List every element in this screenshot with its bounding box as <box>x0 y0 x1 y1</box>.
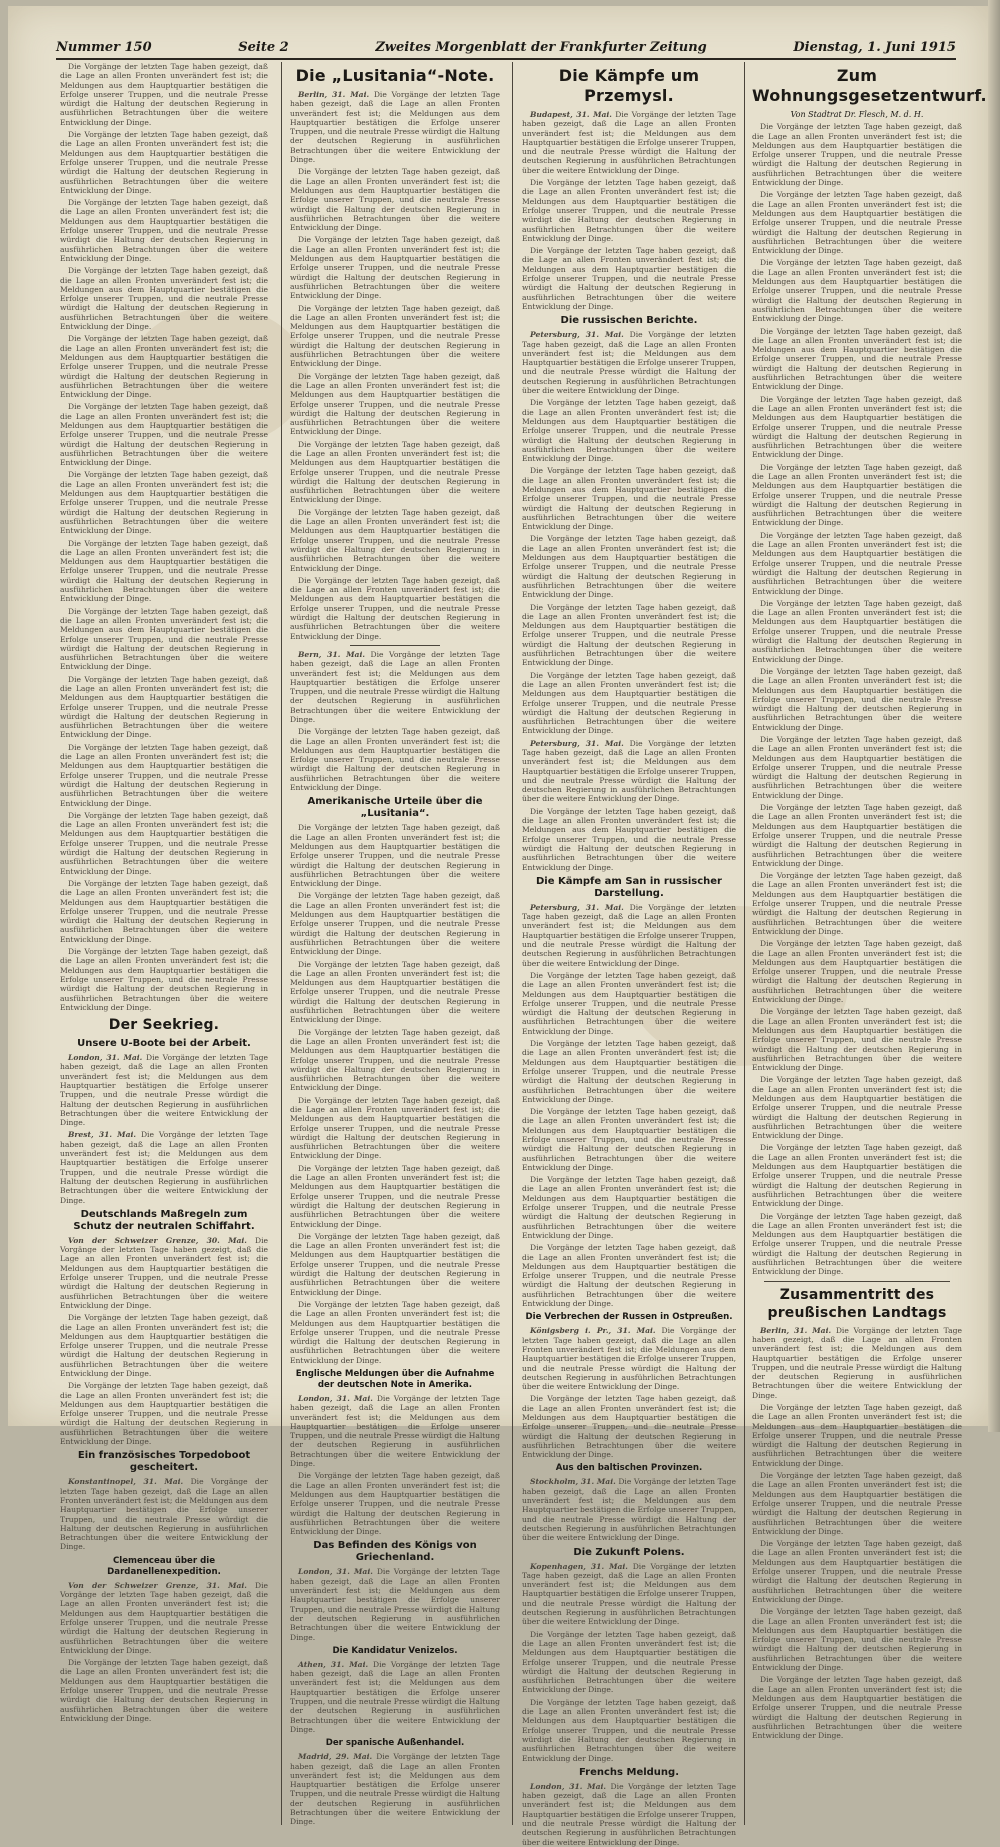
divider <box>350 645 440 646</box>
dateline: Brest, 31. Mai. <box>68 1130 137 1140</box>
dateline: Bern, 31. Mai. <box>298 649 365 659</box>
dateline: Petersburg, 31. Mai. <box>530 738 624 748</box>
article-paragraph: Die Vorgänge der letzten Tage haben gezeigt, daß die Lage an allen Fronten unverändert fest ist; die Meldungen aus dem Hauptquartier bestätigen die Erfolge unserer Truppen, und die neutrale Presse würdigt die Haltung der deutschen Regierung in ausführlichen Betrachtungen über die weitere Entwicklung der Dinge. <box>522 970 736 1036</box>
article-text: Die Vorgänge der letzten Tage haben gezeigt, daß die Lage an allen Fronten unverändert fest ist; die Meldungen aus dem Hauptquartier bestätigen die Erfolge unserer Truppen, und die neutrale Presse würdigt die Haltung der deutschen Regierung in ausführlichen Betrachtungen über die weitere Entwicklung der Dinge. <box>522 902 736 968</box>
article-text: Die Vorgänge der letzten Tage haben gezeigt, daß die Lage an allen Fronten unverändert fest ist; die Meldungen aus dem Hauptquartier bestätigen die Erfolge unserer Truppen, und die neutrale Presse würdigt die Haltung der deutschen Regierung in ausführlichen Betrachtungen über die weitere Entwicklung der Dinge. <box>290 649 500 724</box>
article-paragraph: Die Vorgänge der letzten Tage haben gezeigt, daß die Lage an allen Fronten unverändert fest ist; die Meldungen aus dem Hauptquartier bestätigen die Erfolge unserer Truppen, und die neutrale Presse würdigt die Haltung der deutschen Regierung in ausführlichen Betrachtungen über die weitere Entwicklung der Dinge. <box>290 371 500 437</box>
dateline: London, 31. Mai. <box>298 1567 373 1577</box>
article-text-block <box>752 1403 962 1740</box>
article-text: Die Vorgänge der letzten Tage haben gezeigt, daß die Lage an allen Fronten unverändert fest ist; die Meldungen aus dem Hauptquartier bestätigen die Erfolge unserer Truppen, und die neutrale Presse würdigt die Haltung der deutschen Regierung in ausführlichen Betrachtungen über die weitere Entwicklung der Dinge. <box>522 110 737 175</box>
article-paragraph: Die Vorgänge der letzten Tage haben gezeigt, daß die Lage an allen Fronten unverändert fest ist; die Meldungen aus dem Hauptquartier bestätigen die Erfolge unserer Truppen, und die neutrale Presse würdigt die Haltung der deutschen Regierung in ausführlichen Betrachtungen über die weitere Entwicklung der Dinge. <box>60 198 268 263</box>
column-3 <box>522 62 737 1847</box>
article-text: Die Vorgänge der letzten Tage haben gezeigt, daß die Lage an allen Fronten unverändert fest ist; die Meldungen aus dem Hauptquartier bestätigen die Erfolge unserer Truppen, und die neutrale Presse würdigt die Haltung der deutschen Regierung in ausführlichen Betrachtungen über die weitere Entwicklung der Dinge. <box>60 1235 268 1310</box>
article-paragraph: Die Vorgänge der letzten Tage haben gezeigt, daß die Lage an allen Fronten unverändert fest ist; die Meldungen aus dem Hauptquartier bestätigen die Erfolge unserer Truppen, und die neutrale Presse würdigt die Haltung der deutschen Regierung in ausführlichen Betrachtungen über die weitere Entwicklung der Dinge. <box>60 1658 268 1723</box>
column-1 <box>60 62 268 1825</box>
subhead-englische-meldungen: Englische Meldungen über die Aufnahme der deutschen Note in Amerika. <box>295 1369 495 1390</box>
article-paragraph: Die Vorgänge der letzten Tage haben gezeigt, daß die Lage an allen Fronten unverändert fest ist; die Meldungen aus dem Hauptquartier bestätigen die Erfolge unserer Truppen, und die neutrale Presse würdigt die Haltung der deutschen Regierung in ausführlichen Betrachtungen über die weitere Entwicklung der Dinge. <box>60 538 268 604</box>
headline-seekrieg: Der Seekrieg. <box>108 1017 220 1034</box>
article-paragraph: Die Vorgänge der letzten Tage haben gezeigt, daß die Lage an allen Fronten unverändert fest ist; die Meldungen aus dem Hauptquartier bestätigen die Erfolge unserer Truppen, und die neutrale Presse würdigt die Haltung der deutschen Regierung in ausführlichen Betrachtungen über die weitere Entwicklung der Dinge. <box>522 1175 736 1240</box>
article-paragraph <box>290 1752 500 1826</box>
article-paragraph: Die Vorgänge der letzten Tage haben gezeigt, daß die Lage an allen Fronten unverändert fest ist; die Meldungen aus dem Hauptquartier bestätigen die Erfolge unserer Truppen, und die neutrale Presse würdigt die Haltung der deutschen Regierung in ausführlichen Betrachtungen über die weitere Entwicklung der Dinge. <box>522 178 736 243</box>
dateline: Petersburg, 31. Mai. <box>530 902 624 912</box>
article-paragraph: Die Vorgänge der letzten Tage haben gezeigt, daß die Lage an allen Fronten unverändert fest ist; die Meldungen aus dem Hauptquartier bestätigen die Erfolge unserer Truppen, und die neutrale Presse würdigt die Haltung der deutschen Regierung in ausführlichen Betrachtungen über die weitere Entwicklung der Dinge. <box>522 534 736 600</box>
dateline: London, 31. Mai. <box>298 1394 373 1403</box>
article-text-block <box>60 62 268 1012</box>
article-paragraph: Die Vorgänge der letzten Tage haben gezeigt, daß die Lage an allen Fronten unverändert fest ist; die Meldungen aus dem Hauptquartier bestätigen die Erfolge unserer Truppen, und die neutrale Presse würdigt die Haltung der deutschen Regierung in ausführlichen Betrachtungen über die weitere Entwicklung der Dinge. <box>290 727 500 793</box>
article-paragraph: Die Vorgänge der letzten Tage haben gezeigt, daß die Lage an allen Fronten unverändert fest ist; die Meldungen aus dem Hauptquartier bestätigen die Erfolge unserer Truppen, und die neutrale Presse würdigt die Haltung der deutschen Regierung in ausführlichen Betrachtungen über die weitere Entwicklung der Dinge. <box>290 1095 500 1161</box>
article-text: Die Vorgänge der letzten Tage haben gezeigt, daß die Lage an allen Fronten unverändert fest ist; die Meldungen aus dem Hauptquartier bestätigen die Erfolge unserer Truppen, und die neutrale Presse würdigt die Haltung der deutschen Regierung in ausführlichen Betrachtungen über die weitere Entwicklung der Dinge. <box>290 1394 501 1469</box>
article-text-block <box>290 167 500 641</box>
article-paragraph <box>290 1394 500 1468</box>
column-rule <box>281 62 282 1825</box>
subhead-uboote: Unsere U-Boote bei der Arbeit. <box>77 1038 251 1050</box>
page-edge-shadow <box>988 0 1000 1432</box>
article-paragraph: Die Vorgänge der letzten Tage haben gezeigt, daß die Lage an allen Fronten unverändert fest ist; die Meldungen aus dem Hauptquartier bestätigen die Erfolge unserer Truppen, und die neutrale Presse würdigt die Haltung der deutschen Regierung in ausführlichen Betrachtungen über die weitere Entwicklung der Dinge. <box>752 1539 962 1604</box>
article-paragraph: Die Vorgänge der letzten Tage haben gezeigt, daß die Lage an allen Fronten unverändert fest ist; die Meldungen aus dem Hauptquartier bestätigen die Erfolge unserer Truppen, und die neutrale Presse würdigt die Haltung der deutschen Regierung in ausführlichen Betrachtungen über die weitere Entwicklung der Dinge. <box>60 810 268 876</box>
article-text: Die Vorgänge der letzten Tage haben gezeigt, daß die Lage an allen Fronten unverändert fest ist; die Meldungen aus dem Hauptquartier bestätigen die Erfolge unserer Truppen, und die neutrale Presse würdigt die Haltung der deutschen Regierung in ausführlichen Betrachtungen über die weitere Entwicklung der Dinge. <box>290 90 500 165</box>
dateline: Von der Schweizer Grenze, 31. Mai. <box>68 1580 247 1590</box>
article-paragraph <box>522 1782 736 1847</box>
article-paragraph: Die Vorgänge der letzten Tage haben gezeigt, daß die Lage an allen Fronten unverändert fest ist; die Meldungen aus dem Hauptquartier bestätigen die Erfolge unserer Truppen, und die neutrale Presse würdigt die Haltung der deutschen Regierung in ausführlichen Betrachtungen über die weitere Entwicklung der Dinge. <box>60 606 268 672</box>
edition-title: Zweites Morgenblatt der Frankfurter Zeitung <box>375 39 707 55</box>
byline: Von Stadtrat Dr. Flesch, M. d. H. <box>790 110 924 119</box>
article-paragraph: Die Vorgänge der letzten Tage haben gezeigt, daß die Lage an allen Fronten unverändert fest ist; die Meldungen aus dem Hauptquartier bestätigen die Erfolge unserer Truppen, und die neutrale Presse würdigt die Haltung der deutschen Regierung in ausführlichen Betrachtungen über die weitere Entwicklung der Dinge. <box>752 1471 962 1536</box>
headline-preussischer-landtag: Zusammentritt des preußischen Landtags <box>767 1286 947 1321</box>
column-4 <box>752 62 987 1825</box>
article-text: Die Vorgänge der letzten Tage haben gezeigt, daß die Lage an allen Fronten unverändert fest ist; die Meldungen aus dem Hauptquartier bestätigen die Erfolge unserer Truppen, und die neutrale Presse würdigt die Haltung der deutschen Regierung in ausführlichen Betrachtungen über die weitere Entwicklung der Dinge. <box>522 738 736 804</box>
article-paragraph: Die Vorgänge der letzten Tage haben gezeigt, daß die Lage an allen Fronten unverändert fest ist; die Meldungen aus dem Hauptquartier bestätigen die Erfolge unserer Truppen, und die neutrale Presse würdigt die Haltung der deutschen Regierung in ausführlichen Betrachtungen über die weitere Entwicklung der Dinge. <box>290 1299 500 1365</box>
subhead-spanischer-aussenhandel: Der spanische Außenhandel. <box>325 1738 465 1749</box>
article-paragraph <box>60 1053 268 1127</box>
article-paragraph: Die Vorgänge der letzten Tage haben gezeigt, daß die Lage an allen Fronten unverändert fest ist; die Meldungen aus dem Hauptquartier bestätigen die Erfolge unserer Truppen, und die neutrale Presse würdigt die Haltung der deutschen Regierung in ausführlichen Betrachtungen über die weitere Entwicklung der Dinge. <box>752 1143 962 1209</box>
article-paragraph: Die Vorgänge der letzten Tage haben gezeigt, daß die Lage an allen Fronten unverändert fest ist; die Meldungen aus dem Hauptquartier bestätigen die Erfolge unserer Truppen, und die neutrale Presse würdigt die Haltung der deutschen Regierung in ausführlichen Betrachtungen über die weitere Entwicklung der Dinge. <box>522 1243 736 1309</box>
article-paragraph: Die Vorgänge der letzten Tage haben gezeigt, daß die Lage an allen Fronten unverändert fest ist; die Meldungen aus dem Hauptquartier bestätigen die Erfolge unserer Truppen, und die neutrale Presse würdigt die Haltung der deutschen Regierung in ausführlichen Betrachtungen über die weitere Entwicklung der Dinge. <box>522 246 736 311</box>
article-paragraph: Die Vorgänge der letzten Tage haben gezeigt, daß die Lage an allen Fronten unverändert fest ist; die Meldungen aus dem Hauptquartier bestätigen die Erfolge unserer Truppen, und die neutrale Presse würdigt die Haltung der deutschen Regierung in ausführlichen Betrachtungen über die weitere Entwicklung der Dinge. <box>752 871 962 936</box>
article-paragraph <box>60 1130 268 1204</box>
article-paragraph <box>60 1581 268 1655</box>
article-paragraph: Die Vorgänge der letzten Tage haben gezeigt, daß die Lage an allen Fronten unverändert fest ist; die Meldungen aus dem Hauptquartier bestätigen die Erfolge unserer Truppen, und die neutrale Presse würdigt die Haltung der deutschen Regierung in ausführlichen Betrachtungen über die weitere Entwicklung der Dinge. <box>752 122 962 188</box>
article-paragraph: Die Vorgänge der letzten Tage haben gezeigt, daß die Lage an allen Fronten unverändert fest ist; die Meldungen aus dem Hauptquartier bestätigen die Erfolge unserer Truppen, und die neutrale Presse würdigt die Haltung der deutschen Regierung in ausführlichen Betrachtungen über die weitere Entwicklung der Dinge. <box>290 575 500 641</box>
dateline: Königsberg i. Pr., 31. Mai. <box>530 1326 656 1336</box>
page-number: Seite 2 <box>238 39 289 55</box>
article-paragraph: Die Vorgänge der letzten Tage haben gezeigt, daß die Lage an allen Fronten unverändert fest ist; die Meldungen aus dem Hauptquartier bestätigen die Erfolge unserer Truppen, und die neutrale Presse würdigt die Haltung der deutschen Regierung in ausführlichen Betrachtungen über die weitere Entwicklung der Dinge. <box>752 939 962 1005</box>
subhead-verbrechen-russen: Die Verbrechen der Russen in Ostpreußen. <box>525 1312 733 1323</box>
dateline: Berlin, 31. Mai. <box>298 90 370 99</box>
subhead-zukunft-polens: Die Zukunft Polens. <box>573 1546 685 1558</box>
article-text-block <box>60 1313 268 1446</box>
subhead-russische-berichte: Die russischen Berichte. <box>560 315 698 327</box>
article-paragraph: Die Vorgänge der letzten Tage haben gezeigt, daß die Lage an allen Fronten unverändert fest ist; die Meldungen aus dem Hauptquartier bestätigen die Erfolge unserer Truppen, und die neutrale Presse würdigt die Haltung der deutschen Regierung in ausführlichen Betrachtungen über die weitere Entwicklung der Dinge. <box>752 258 962 324</box>
article-paragraph: Die Vorgänge der letzten Tage haben gezeigt, daß die Lage an allen Fronten unverändert fest ist; die Meldungen aus dem Hauptquartier bestätigen die Erfolge unserer Truppen, und die neutrale Presse würdigt die Haltung der deutschen Regierung in ausführlichen Betrachtungen über die weitere Entwicklung der Dinge. <box>60 334 268 400</box>
dateline: Konstantinopel, 31. Mai. <box>68 1477 184 1487</box>
subhead-schutz: Deutschlands Maßregeln zum Schutz der neutralen Schiffahrt. <box>73 1208 255 1232</box>
article-paragraph: Die Vorgänge der letzten Tage haben gezeigt, daß die Lage an allen Fronten unverändert fest ist; die Meldungen aus dem Hauptquartier bestätigen die Erfolge unserer Truppen, und die neutrale Presse würdigt die Haltung der deutschen Regierung in ausführlichen Betrachtungen über die weitere Entwicklung der Dinge. <box>290 167 500 233</box>
dateline: Stockholm, 31. Mai. <box>530 1477 616 1487</box>
article-paragraph: Die Vorgänge der letzten Tage haben gezeigt, daß die Lage an allen Fronten unverändert fest ist; die Meldungen aus dem Hauptquartier bestätigen die Erfolge unserer Truppen, und die neutrale Presse würdigt die Haltung der deutschen Regierung in ausführlichen Betrachtungen über die weitere Entwicklung der Dinge. <box>752 803 962 868</box>
article-text: Die Vorgänge der letzten Tage haben gezeigt, daß die Lage an allen Fronten unverändert fest ist; die Meldungen aus dem Hauptquartier bestätigen die Erfolge unserer Truppen, und die neutrale Presse würdigt die Haltung der deutschen Regierung in ausführlichen Betrachtungen über die weitere Entwicklung der Dinge. <box>752 1325 962 1400</box>
article-text: Die Vorgänge der letzten Tage haben gezeigt, daß die Lage an allen Fronten unverändert fest ist; die Meldungen aus dem Hauptquartier bestätigen die Erfolge unserer Truppen, und die neutrale Presse würdigt die Haltung der deutschen Regierung in ausführlichen Betrachtungen über die weitere Entwicklung der Dinge. <box>60 1130 268 1205</box>
subhead-torpedoboot: Ein französisches Torpedoboot gescheitert. <box>77 1450 251 1474</box>
article-paragraph: Die Vorgänge der letzten Tage haben gezeigt, daß die Lage an allen Fronten unverändert fest ist; die Meldungen aus dem Hauptquartier bestätigen die Erfolge unserer Truppen, und die neutrale Presse würdigt die Haltung der deutschen Regierung in ausführlichen Betrachtungen über die weitere Entwicklung der Dinge. <box>752 462 962 528</box>
subhead-frenchs-meldung: Frenchs Meldung. <box>578 1766 680 1778</box>
article-text: Die Vorgänge der letzten Tage haben gezeigt, daß die Lage an allen Fronten unverändert fest ist; die Meldungen aus dem Hauptquartier bestätigen die Erfolge unserer Truppen, und die neutrale Presse würdigt die Haltung der deutschen Regierung in ausführlichen Betrachtungen über die weitere Entwicklung der Dinge. <box>522 1326 736 1392</box>
article-paragraph <box>522 903 736 968</box>
article-paragraph <box>522 1326 736 1391</box>
page-header <box>56 36 956 60</box>
article-text-block <box>752 122 962 1276</box>
article-text: Die Vorgänge der letzten Tage haben gezeigt, daß die Lage an allen Fronten unverändert fest ist; die Meldungen aus dem Hauptquartier bestätigen die Erfolge unserer Truppen, und die neutrale Presse würdigt die Haltung der deutschen Regierung in ausführlichen Betrachtungen über die weitere Entwicklung der Dinge. <box>522 1781 736 1847</box>
column-2 <box>290 62 500 1825</box>
article-paragraph: Die Vorgänge der letzten Tage haben gezeigt, daß die Lage an allen Fronten unverändert fest ist; die Meldungen aus dem Hauptquartier bestätigen die Erfolge unserer Truppen, und die neutrale Presse würdigt die Haltung der deutschen Regierung in ausführlichen Betrachtungen über die weitere Entwicklung der Dinge. <box>290 891 500 957</box>
article-paragraph: Die Vorgänge der letzten Tage haben gezeigt, daß die Lage an allen Fronten unverändert fest ist; die Meldungen aus dem Hauptquartier bestätigen die Erfolge unserer Truppen, und die neutrale Presse würdigt die Haltung der deutschen Regierung in ausführlichen Betrachtungen über die weitere Entwicklung der Dinge. <box>60 878 268 944</box>
subhead-kandidatur-venizelos: Die Kandidatur Venizelos. <box>332 1645 458 1656</box>
article-paragraph <box>290 650 500 724</box>
article-paragraph: Die Vorgänge der letzten Tage haben gezeigt, daß die Lage an allen Fronten unverändert fest ist; die Meldungen aus dem Hauptquartier bestätigen die Erfolge unserer Truppen, und die neutrale Presse würdigt die Haltung der deutschen Regierung in ausführlichen Betrachtungen über die weitere Entwicklung der Dinge. <box>752 1211 962 1277</box>
article-text: Die Vorgänge der letzten Tage haben gezeigt, daß die Lage an allen Fronten unverändert fest ist; die Meldungen aus dem Hauptquartier bestätigen die Erfolge unserer Truppen, und die neutrale Presse würdigt die Haltung der deutschen Regierung in ausführlichen Betrachtungen über die weitere Entwicklung der Dinge. <box>522 330 736 396</box>
article-paragraph: Die Vorgänge der letzten Tage haben gezeigt, daß die Lage an allen Fronten unverändert fest ist; die Meldungen aus dem Hauptquartier bestätigen die Erfolge unserer Truppen, und die neutrale Presse würdigt die Haltung der deutschen Regierung in ausführlichen Betrachtungen über die weitere Entwicklung der Dinge. <box>752 1007 962 1073</box>
dateline: Berlin, 31. Mai. <box>760 1325 832 1335</box>
article-text-block <box>522 807 736 872</box>
dateline: London, 31. Mai. <box>530 1781 607 1791</box>
article-paragraph <box>522 1562 736 1627</box>
article-paragraph: Die Vorgänge der letzten Tage haben gezeigt, daß die Lage an allen Fronten unverändert fest ist; die Meldungen aus dem Hauptquartier bestätigen die Erfolge unserer Truppen, und die neutrale Presse würdigt die Haltung der deutschen Regierung in ausführlichen Betrachtungen über die weitere Entwicklung der Dinge. <box>752 735 962 800</box>
article-paragraph <box>522 1477 736 1542</box>
article-text: Die Vorgänge der letzten Tage haben gezeigt, daß die Lage an allen Fronten unverändert fest ist; die Meldungen aus dem Hauptquartier bestätigen die Erfolge unserer Truppen, und die neutrale Presse würdigt die Haltung der deutschen Regierung in ausführlichen Betrachtungen über die weitere Entwicklung der Dinge. <box>60 1053 268 1128</box>
article-paragraph: Die Vorgänge der letzten Tage haben gezeigt, daß die Lage an allen Fronten unverändert fest ist; die Meldungen aus dem Hauptquartier bestätigen die Erfolge unserer Truppen, und die neutrale Presse würdigt die Haltung der deutschen Regierung in ausführlichen Betrachtungen über die weitere Entwicklung der Dinge. <box>290 1471 500 1537</box>
article-paragraph: Die Vorgänge der letzten Tage haben gezeigt, daß die Lage an allen Fronten unverändert fest ist; die Meldungen aus dem Hauptquartier bestätigen die Erfolge unserer Truppen, und die neutrale Presse würdigt die Haltung der deutschen Regierung in ausführlichen Betrachtungen über die weitere Entwicklung der Dinge. <box>752 326 962 392</box>
article-paragraph: Die Vorgänge der letzten Tage haben gezeigt, daß die Lage an allen Fronten unverändert fest ist; die Meldungen aus dem Hauptquartier bestätigen die Erfolge unserer Truppen, und die neutrale Presse würdigt die Haltung der deutschen Regierung in ausführlichen Betrachtungen über die weitere Entwicklung der Dinge. <box>752 190 962 256</box>
article-text-block <box>60 1658 268 1723</box>
article-paragraph <box>60 1236 268 1310</box>
article-paragraph: Die Vorgänge der letzten Tage haben gezeigt, daß die Lage an allen Fronten unverändert fest ist; die Meldungen aus dem Hauptquartier bestätigen die Erfolge unserer Truppen, und die neutrale Presse würdigt die Haltung der deutschen Regierung in ausführlichen Betrachtungen über die weitere Entwicklung der Dinge. <box>290 1231 500 1297</box>
subhead-baltische-provinzen: Aus den baltischen Provinzen. <box>555 1463 703 1474</box>
dateline: Madrid, 29. Mai. <box>298 1752 373 1762</box>
article-paragraph: Die Vorgänge der letzten Tage haben gezeigt, daß die Lage an allen Fronten unverändert fest ist; die Meldungen aus dem Hauptquartier bestätigen die Erfolge unserer Truppen, und die neutrale Presse würdigt die Haltung der deutschen Regierung in ausführlichen Betrachtungen über die weitere Entwicklung der Dinge. <box>290 507 500 573</box>
article-text: Die Vorgänge der letzten Tage haben gezeigt, daß die Lage an allen Fronten unverändert fest ist; die Meldungen aus dem Hauptquartier bestätigen die Erfolge unserer Truppen, und die neutrale Presse würdigt die Haltung der deutschen Regierung in ausführlichen Betrachtungen über die weitere Entwicklung der Dinge. <box>60 1580 268 1655</box>
subhead-amerikanische-urteile: Amerikanische Urteile über die „Lusitania“. <box>307 796 483 820</box>
article-text-block <box>522 1394 736 1459</box>
article-paragraph: Die Vorgänge der letzten Tage haben gezeigt, daß die Lage an allen Fronten unverändert fest ist; die Meldungen aus dem Hauptquartier bestätigen die Erfolge unserer Truppen, und die neutrale Presse würdigt die Haltung der deutschen Regierung in ausführlichen Betrachtungen über die weitere Entwicklung der Dinge. <box>522 1697 736 1763</box>
article-text: Die Vorgänge der letzten Tage haben gezeigt, daß die Lage an allen Fronten unverändert fest ist; die Meldungen aus dem Hauptquartier bestätigen die Erfolge unserer Truppen, und die neutrale Presse würdigt die Haltung der deutschen Regierung in ausführlichen Betrachtungen über die weitere Entwicklung der Dinge. <box>522 1561 737 1627</box>
article-paragraph: Die Vorgänge der letzten Tage haben gezeigt, daß die Lage an allen Fronten unverändert fest ist; die Meldungen aus dem Hauptquartier bestätigen die Erfolge unserer Truppen, und die neutrale Presse würdigt die Haltung der deutschen Regierung in ausführlichen Betrachtungen über die weitere Entwicklung der Dinge. <box>752 1675 962 1741</box>
column-rule <box>512 62 513 1825</box>
article-paragraph: Die Vorgänge der letzten Tage haben gezeigt, daß die Lage an allen Fronten unverändert fest ist; die Meldungen aus dem Hauptquartier bestätigen die Erfolge unserer Truppen, und die neutrale Presse würdigt die Haltung der deutschen Regierung in ausführlichen Betrachtungen über die weitere Entwicklung der Dinge. <box>752 394 962 460</box>
article-paragraph <box>290 1567 500 1641</box>
article-text-block <box>522 178 736 311</box>
article-paragraph <box>522 739 736 804</box>
subhead-kaempfe-san: Die Kämpfe am San in russischer Darstellung. <box>535 875 722 899</box>
article-paragraph: Die Vorgänge der letzten Tage haben gezeigt, daß die Lage an allen Fronten unverändert fest ist; die Meldungen aus dem Hauptquartier bestätigen die Erfolge unserer Truppen, und die neutrale Presse würdigt die Haltung der deutschen Regierung in ausführlichen Betrachtungen über die weitere Entwicklung der Dinge. <box>522 1107 736 1172</box>
article-paragraph: Die Vorgänge der letzten Tage haben gezeigt, daß die Lage an allen Fronten unverändert fest ist; die Meldungen aus dem Hauptquartier bestätigen die Erfolge unserer Truppen, und die neutrale Presse würdigt die Haltung der deutschen Regierung in ausführlichen Betrachtungen über die weitere Entwicklung der Dinge. <box>60 1381 268 1447</box>
article-paragraph: Die Vorgänge der letzten Tage haben gezeigt, daß die Lage an allen Fronten unverändert fest ist; die Meldungen aus dem Hauptquartier bestätigen die Erfolge unserer Truppen, und die neutrale Presse würdigt die Haltung der deutschen Regierung in ausführlichen Betrachtungen über die weitere Entwicklung der Dinge. <box>752 530 962 596</box>
dateline: Budapest, 31. Mai. <box>530 110 612 119</box>
article-paragraph: Die Vorgänge der letzten Tage haben gezeigt, daß die Lage an allen Fronten unverändert fest ist; die Meldungen aus dem Hauptquartier bestätigen die Erfolge unserer Truppen, und die neutrale Presse würdigt die Haltung der deutschen Regierung in ausführlichen Betrachtungen über die weitere Entwicklung der Dinge. <box>60 674 268 740</box>
article-paragraph: Die Vorgänge der letzten Tage haben gezeigt, daß die Lage an allen Fronten unverändert fest ist; die Meldungen aus dem Hauptquartier bestätigen die Erfolge unserer Truppen, und die neutrale Presse würdigt die Haltung der deutschen Regierung in ausführlichen Betrachtungen über die weitere Entwicklung der Dinge. <box>60 947 268 1012</box>
issue-date: Dienstag, 1. Juni 1915 <box>793 39 956 55</box>
article-text: Die Vorgänge der letzten Tage haben gezeigt, daß die Lage an allen Fronten unverändert fest ist; die Meldungen aus dem Hauptquartier bestätigen die Erfolge unserer Truppen, und die neutrale Presse würdigt die Haltung der deutschen Regierung in ausführlichen Betrachtungen über die weitere Entwicklung der Dinge. <box>290 1659 500 1734</box>
article-text-block <box>522 1630 736 1763</box>
article-text-block <box>522 398 736 735</box>
article-paragraph: Die Vorgänge der letzten Tage haben gezeigt, daß die Lage an allen Fronten unverändert fest ist; die Meldungen aus dem Hauptquartier bestätigen die Erfolge unserer Truppen, und die neutrale Presse würdigt die Haltung der deutschen Regierung in ausführlichen Betrachtungen über die weitere Entwicklung der Dinge. <box>290 823 500 889</box>
article-text: Die Vorgänge der letzten Tage haben gezeigt, daß die Lage an allen Fronten unverändert fest ist; die Meldungen aus dem Hauptquartier bestätigen die Erfolge unserer Truppen, und die neutrale Presse würdigt die Haltung der deutschen Regierung in ausführlichen Betrachtungen über die weitere Entwicklung der Dinge. <box>60 1477 268 1552</box>
article-paragraph: Die Vorgänge der letzten Tage haben gezeigt, daß die Lage an allen Fronten unverändert fest ist; die Meldungen aus dem Hauptquartier bestätigen die Erfolge unserer Truppen, und die neutrale Presse würdigt die Haltung der deutschen Regierung in ausführlichen Betrachtungen über die weitere Entwicklung der Dinge. <box>290 959 500 1025</box>
article-paragraph <box>60 1477 268 1551</box>
article-paragraph: Die Vorgänge der letzten Tage haben gezeigt, daß die Lage an allen Fronten unverändert fest ist; die Meldungen aus dem Hauptquartier bestätigen die Erfolge unserer Truppen, und die neutrale Presse würdigt die Haltung der deutschen Regierung in ausführlichen Betrachtungen über die weitere Entwicklung der Dinge. <box>290 1163 500 1229</box>
article-paragraph <box>522 330 736 395</box>
article-paragraph: Die Vorgänge der letzten Tage haben gezeigt, daß die Lage an allen Fronten unverändert fest ist; die Meldungen aus dem Hauptquartier bestätigen die Erfolge unserer Truppen, und die neutrale Presse würdigt die Haltung der deutschen Regierung in ausführlichen Betrachtungen über die weitere Entwicklung der Dinge. <box>60 1313 268 1378</box>
article-paragraph: Die Vorgänge der letzten Tage haben gezeigt, daß die Lage an allen Fronten unverändert fest ist; die Meldungen aus dem Hauptquartier bestätigen die Erfolge unserer Truppen, und die neutrale Presse würdigt die Haltung der deutschen Regierung in ausführlichen Betrachtungen über die weitere Entwicklung der Dinge. <box>60 742 268 808</box>
dateline: Kopenhagen, 31. Mai. <box>530 1561 628 1571</box>
article-paragraph: Die Vorgänge der letzten Tage haben gezeigt, daß die Lage an allen Fronten unverändert fest ist; die Meldungen aus dem Hauptquartier bestätigen die Erfolge unserer Truppen, und die neutrale Presse würdigt die Haltung der deutschen Regierung in ausführlichen Betrachtungen über die weitere Entwicklung der Dinge. <box>290 439 500 505</box>
article-paragraph: Die Vorgänge der letzten Tage haben gezeigt, daß die Lage an allen Fronten unverändert fest ist; die Meldungen aus dem Hauptquartier bestätigen die Erfolge unserer Truppen, und die neutrale Presse würdigt die Haltung der deutschen Regierung in ausführlichen Betrachtungen über die weitere Entwicklung der Dinge. <box>522 806 736 872</box>
column-rule <box>744 62 745 1825</box>
article-text: Die Vorgänge der letzten Tage haben gezeigt, daß die Lage an allen Fronten unverändert fest ist; die Meldungen aus dem Hauptquartier bestätigen die Erfolge unserer Truppen, und die neutrale Presse würdigt die Haltung der deutschen Regierung in ausführlichen Betrachtungen über die weitere Entwicklung der Dinge. <box>522 1477 737 1543</box>
dateline: Petersburg, 31. Mai. <box>530 330 624 340</box>
article-text-block <box>290 823 500 1365</box>
article-paragraph <box>522 110 736 175</box>
article-paragraph: Die Vorgänge der letzten Tage haben gezeigt, daß die Lage an allen Fronten unverändert fest ist; die Meldungen aus dem Hauptquartier bestätigen die Erfolge unserer Truppen, und die neutrale Presse würdigt die Haltung der deutschen Regierung in ausführlichen Betrachtungen über die weitere Entwicklung der Dinge. <box>290 303 500 369</box>
article-paragraph: Die Vorgänge der letzten Tage haben gezeigt, daß die Lage an allen Fronten unverändert fest ist; die Meldungen aus dem Hauptquartier bestätigen die Erfolge unserer Truppen, und die neutrale Presse würdigt die Haltung der deutschen Regierung in ausführlichen Betrachtungen über die weitere Entwicklung der Dinge. <box>752 1607 962 1673</box>
article-paragraph: Die Vorgänge der letzten Tage haben gezeigt, daß die Lage an allen Fronten unverändert fest ist; die Meldungen aus dem Hauptquartier bestätigen die Erfolge unserer Truppen, und die neutrale Presse würdigt die Haltung der deutschen Regierung in ausführlichen Betrachtungen über die weitere Entwicklung der Dinge. <box>522 1394 736 1460</box>
headline-wohnungsgesetz: Zum Wohnungsgesetzentwurf. <box>752 66 987 105</box>
dateline: Von der Schweizer Grenze, 30. Mai. <box>68 1235 247 1245</box>
article-paragraph: Die Vorgänge der letzten Tage haben gezeigt, daß die Lage an allen Fronten unverändert fest ist; die Meldungen aus dem Hauptquartier bestätigen die Erfolge unserer Truppen, und die neutrale Presse würdigt die Haltung der deutschen Regierung in ausführlichen Betrachtungen über die weitere Entwicklung der Dinge. <box>60 470 268 536</box>
divider <box>764 1281 950 1282</box>
article-paragraph: Die Vorgänge der letzten Tage haben gezeigt, daß die Lage an allen Fronten unverändert fest ist; die Meldungen aus dem Hauptquartier bestätigen die Erfolge unserer Truppen, und die neutrale Presse würdigt die Haltung der deutschen Regierung in ausführlichen Betrachtungen über die weitere Entwicklung der Dinge. <box>752 1075 962 1141</box>
article-paragraph: Die Vorgänge der letzten Tage haben gezeigt, daß die Lage an allen Fronten unverändert fest ist; die Meldungen aus dem Hauptquartier bestätigen die Erfolge unserer Truppen, und die neutrale Presse würdigt die Haltung der deutschen Regierung in ausführlichen Betrachtungen über die weitere Entwicklung der Dinge. <box>60 402 268 468</box>
article-paragraph: Die Vorgänge der letzten Tage haben gezeigt, daß die Lage an allen Fronten unverändert fest ist; die Meldungen aus dem Hauptquartier bestätigen die Erfolge unserer Truppen, und die neutrale Presse würdigt die Haltung der deutschen Regierung in ausführlichen Betrachtungen über die weitere Entwicklung der Dinge. <box>522 1039 736 1104</box>
subhead-befinden-koenig: Das Befinden des Königs von Griechenland. <box>313 1540 477 1564</box>
article-paragraph: Die Vorgänge der letzten Tage haben gezeigt, daß die Lage an allen Fronten unverändert fest ist; die Meldungen aus dem Hauptquartier bestätigen die Erfolge unserer Truppen, und die neutrale Presse würdigt die Haltung der deutschen Regierung in ausführlichen Betrachtungen über die weitere Entwicklung der Dinge. <box>60 130 268 195</box>
dateline: Athen, 31. Mai. <box>298 1659 369 1669</box>
article-text-block <box>290 1471 500 1536</box>
article-paragraph: Die Vorgänge der letzten Tage haben gezeigt, daß die Lage an allen Fronten unverändert fest ist; die Meldungen aus dem Hauptquartier bestätigen die Erfolge unserer Truppen, und die neutrale Presse würdigt die Haltung der deutschen Regierung in ausführlichen Betrachtungen über die weitere Entwicklung der Dinge. <box>522 602 736 668</box>
article-paragraph <box>752 1326 962 1400</box>
article-paragraph: Die Vorgänge der letzten Tage haben gezeigt, daß die Lage an allen Fronten unverändert fest ist; die Meldungen aus dem Hauptquartier bestätigen die Erfolge unserer Truppen, und die neutrale Presse würdigt die Haltung der deutschen Regierung in ausführlichen Betrachtungen über die weitere Entwicklung der Dinge. <box>752 598 962 664</box>
article-paragraph: Die Vorgänge der letzten Tage haben gezeigt, daß die Lage an allen Fronten unverändert fest ist; die Meldungen aus dem Hauptquartier bestätigen die Erfolge unserer Truppen, und die neutrale Presse würdigt die Haltung der deutschen Regierung in ausführlichen Betrachtungen über die weitere Entwicklung der Dinge. <box>522 398 736 464</box>
article-paragraph: Die Vorgänge der letzten Tage haben gezeigt, daß die Lage an allen Fronten unverändert fest ist; die Meldungen aus dem Hauptquartier bestätigen die Erfolge unserer Truppen, und die neutrale Presse würdigt die Haltung der deutschen Regierung in ausführlichen Betrachtungen über die weitere Entwicklung der Dinge. <box>290 235 500 301</box>
article-text: Die Vorgänge der letzten Tage haben gezeigt, daß die Lage an allen Fronten unverändert fest ist; die Meldungen aus dem Hauptquartier bestätigen die Erfolge unserer Truppen, und die neutrale Presse würdigt die Haltung der deutschen Regierung in ausführlichen Betrachtungen über die weitere Entwicklung der Dinge. <box>290 1567 501 1642</box>
article-paragraph: Die Vorgänge der letzten Tage haben gezeigt, daß die Lage an allen Fronten unverändert fest ist; die Meldungen aus dem Hauptquartier bestätigen die Erfolge unserer Truppen, und die neutrale Presse würdigt die Haltung der deutschen Regierung in ausführlichen Betrachtungen über die weitere Entwicklung der Dinge. <box>522 1629 736 1695</box>
issue-number: Nummer 150 <box>56 39 152 55</box>
article-paragraph: Die Vorgänge der letzten Tage haben gezeigt, daß die Lage an allen Fronten unverändert fest ist; die Meldungen aus dem Hauptquartier bestätigen die Erfolge unserer Truppen, und die neutrale Presse würdigt die Haltung der deutschen Regierung in ausführlichen Betrachtungen über die weitere Entwicklung der Dinge. <box>290 1027 500 1093</box>
article-paragraph: Die Vorgänge der letzten Tage haben gezeigt, daß die Lage an allen Fronten unverändert fest ist; die Meldungen aus dem Hauptquartier bestätigen die Erfolge unserer Truppen, und die neutrale Presse würdigt die Haltung der deutschen Regierung in ausführlichen Betrachtungen über die weitere Entwicklung der Dinge. <box>60 266 268 332</box>
article-paragraph: Die Vorgänge der letzten Tage haben gezeigt, daß die Lage an allen Fronten unverändert fest ist; die Meldungen aus dem Hauptquartier bestätigen die Erfolge unserer Truppen, und die neutrale Presse würdigt die Haltung der deutschen Regierung in ausführlichen Betrachtungen über die weitere Entwicklung der Dinge. <box>522 466 736 532</box>
headline-lusitania: Die „Lusitania“-Note. <box>295 66 495 85</box>
article-text-block <box>290 727 500 792</box>
article-text-block <box>522 971 736 1308</box>
article-paragraph <box>290 90 500 164</box>
article-paragraph <box>290 1660 500 1734</box>
article-paragraph: Die Vorgänge der letzten Tage haben gezeigt, daß die Lage an allen Fronten unverändert fest ist; die Meldungen aus dem Hauptquartier bestätigen die Erfolge unserer Truppen, und die neutrale Presse würdigt die Haltung der deutschen Regierung in ausführlichen Betrachtungen über die weitere Entwicklung der Dinge. <box>522 670 736 736</box>
article-paragraph: Die Vorgänge der letzten Tage haben gezeigt, daß die Lage an allen Fronten unverändert fest ist; die Meldungen aus dem Hauptquartier bestätigen die Erfolge unserer Truppen, und die neutrale Presse würdigt die Haltung der deutschen Regierung in ausführlichen Betrachtungen über die weitere Entwicklung der Dinge. <box>60 62 268 127</box>
dateline: London, 31. Mai. <box>68 1053 143 1063</box>
article-text: Die Vorgänge der letzten Tage haben gezeigt, daß die Lage an allen Fronten unverändert fest ist; die Meldungen aus dem Hauptquartier bestätigen die Erfolge unserer Truppen, und die neutrale Presse würdigt die Haltung der deutschen Regierung in ausführlichen Betrachtungen über die weitere Entwicklung der Dinge. <box>290 1752 500 1827</box>
article-paragraph: Die Vorgänge der letzten Tage haben gezeigt, daß die Lage an allen Fronten unverändert fest ist; die Meldungen aus dem Hauptquartier bestätigen die Erfolge unserer Truppen, und die neutrale Presse würdigt die Haltung der deutschen Regierung in ausführlichen Betrachtungen über die weitere Entwicklung der Dinge. <box>752 666 962 732</box>
article-paragraph: Die Vorgänge der letzten Tage haben gezeigt, daß die Lage an allen Fronten unverändert fest ist; die Meldungen aus dem Hauptquartier bestätigen die Erfolge unserer Truppen, und die neutrale Presse würdigt die Haltung der deutschen Regierung in ausführlichen Betrachtungen über die weitere Entwicklung der Dinge. <box>752 1403 962 1468</box>
headline-przemysl: Die Kämpfe um Przemysl. <box>558 66 700 105</box>
subhead-clemenceau: Clemenceau über die Dardanellenexpedition. <box>107 1555 221 1577</box>
